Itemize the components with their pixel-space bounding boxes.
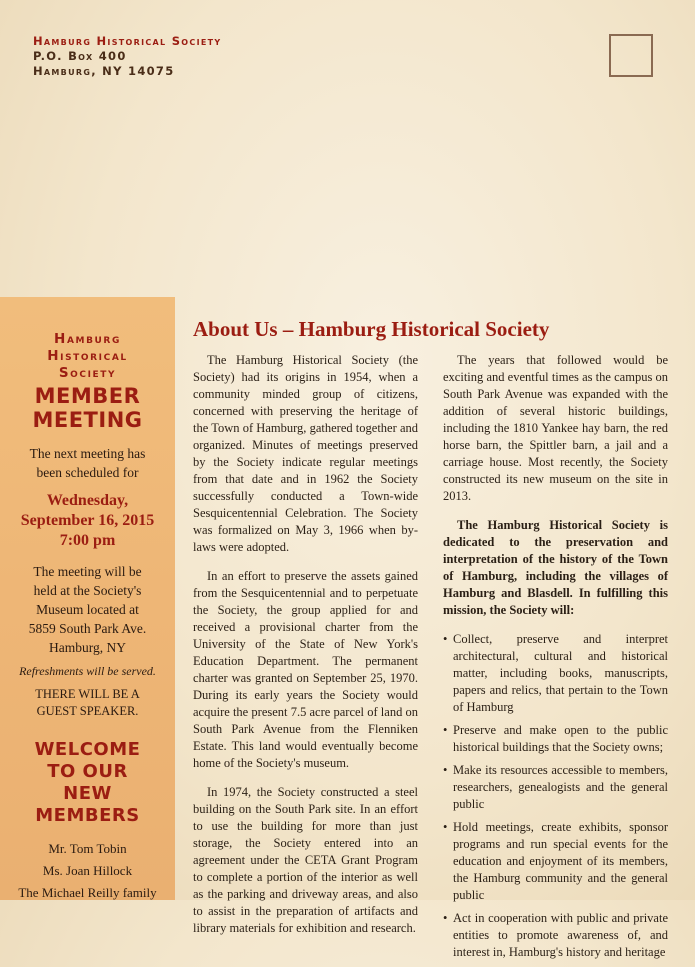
- history-paragraph: In an effort to preserve the assets gained from the Sesquicentennial and to perpetuate the Society, the group applied for and received a provisional charter from the University of the State of New York's Education Department. The permanent charter was granted on September 25, 1970. During its early years the Society would acquire the present 7.5 acre parcel of land on South Park Avenue from the Flenniken Estate. This land would eventually become home of the Society's museum.: [193, 569, 418, 770]
- stamp-box: [609, 34, 653, 77]
- mission-list: [443, 631, 668, 961]
- member-name: Mr. Tom Tobin: [48, 841, 127, 856]
- history-paragraph: The Hamburg Historical Society (the Society) had its origins in 1954, when a community minded group of citizens, concerned with preserving the heritage of the Town of Hamburg, gathered together and organized. Minutes of meetings preserved by the Society indicate regular meetings from that date and in 1962 the Society successfully conducted a Town-wide Sesquicentennial Celebration. The Society was formalized on May 3, 1966 when by-laws were adopted.: [193, 353, 418, 554]
- meeting-time: 7:00 pm: [59, 532, 116, 549]
- meeting-day: September 16, 2015: [20, 512, 155, 529]
- sidebar-society-name: Hamburg Historical Society: [47, 331, 128, 381]
- refreshments-note: Refreshments will be served.: [19, 664, 156, 678]
- meeting-sidebar: [0, 297, 175, 900]
- mission-item: • Make its resources accessible to members, researchers, genealogists and the general public: [443, 762, 668, 813]
- column-left: [193, 352, 418, 949]
- member-name: Ms. Joan Hillock: [42, 863, 133, 878]
- new-members-list: [0, 838, 175, 904]
- column-right: [443, 352, 668, 967]
- return-address: [33, 34, 221, 79]
- meeting-weekday: Wednesday,: [46, 492, 129, 509]
- return-address-org: Hamburg Historical Society: [33, 34, 222, 48]
- meeting-location: The meeting will be held at the Society's Museum located at 5859 South Park Ave. Hamburg, NY: [28, 564, 147, 655]
- member-name: The Michael Reilly family: [18, 885, 157, 900]
- mission-item: • Hold meetings, create exhibits, sponsor programs and run special events for the education and enjoyment of its members, the Hamburg community and the general public: [443, 819, 668, 904]
- return-address-po-box: P.O. Box 400: [33, 49, 127, 63]
- mission-item: • Act in cooperation with public and private entities to promote awareness of, and interest in, Hamburg's history and heritage: [443, 910, 668, 961]
- mission-statement: The Hamburg Historical Society is dedicated to the preservation and interpretation of the history of the Town of Hamburg, including the villages of Hamburg and Blasdell. In fulfilling this mission, the Society will:: [443, 518, 668, 617]
- sidebar-title: MEMBER MEETING: [32, 384, 143, 432]
- return-address-city: Hamburg, NY 14075: [33, 64, 175, 78]
- mission-item: • Preserve and make open to the public historical buildings that the Society owns;: [443, 722, 668, 756]
- sidebar-intro: The next meeting has been scheduled for: [29, 446, 146, 480]
- history-paragraph: The years that followed would be exciting and eventful times as the campus on South Park Avenue was expanded with the addition of several historic buildings, including the 1810 Yankee hay barn, the red horse barn, the Spittler barn, a jail and a carriage house. Most recently, the Society constructed its new museum on the site in 2013.: [443, 353, 668, 503]
- history-paragraph: In 1974, the Society constructed a steel building on the South Park site. In an effort to use the building for more than just storage, the Society entered into an agreement under the CETA Grant Program to complete a portion of the interior as well as the parking and driveway areas, and also to assist in the preparation of artifacts and library materials for exhibition and research.: [193, 785, 418, 935]
- mission-item: • Collect, preserve and interpret architectural, cultural and historical matter, including books, manuscripts, papers and relics, that pertain to the Town of Hamburg: [443, 631, 668, 716]
- welcome-heading: WELCOME TO OUR NEW MEMBERS: [34, 739, 141, 826]
- page-title: About Us – Hamburg Historical Society: [193, 317, 550, 341]
- meeting-date: [0, 491, 175, 551]
- guest-speaker-note: THERE WILL BE A GUEST SPEAKER.: [35, 687, 140, 718]
